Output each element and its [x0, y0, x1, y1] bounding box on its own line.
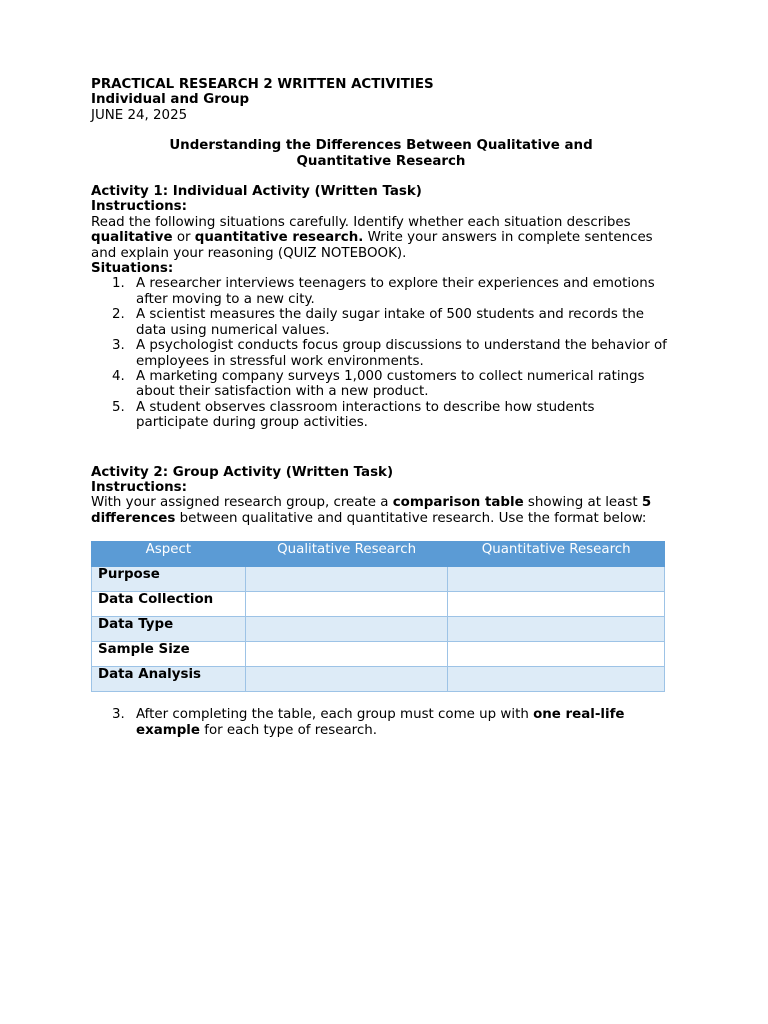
aspect-cell: Data Type [92, 617, 246, 642]
situation-text: A psychologist conducts focus group discussions to understand the behavior of employees in stressful work environments. [136, 338, 667, 369]
situations-list [91, 276, 671, 430]
header-aspect: Aspect [92, 542, 246, 567]
qualitative-cell [245, 567, 448, 592]
aspect-cell: Data Analysis [92, 667, 246, 692]
situation-item [91, 338, 671, 369]
quantitative-cell [448, 642, 665, 667]
document-page [91, 77, 671, 738]
aspect-cell: Data Collection [92, 592, 246, 617]
aspect-cell: Sample Size [92, 642, 246, 667]
instr-bold-5-differences: 5 differences [91, 495, 652, 526]
situation-text: A researcher interviews teenagers to explore their experiences and emotions after moving to a new city. [136, 276, 655, 307]
activity-2-heading: Activity 2: Group Activity (Written Task) [91, 464, 394, 480]
instr-bold-qualitative: qualitative [91, 230, 173, 246]
header-quantitative: Quantitative Research [448, 542, 665, 567]
final-text-part: for each type of research. [199, 722, 377, 738]
final-instruction-number: 3. [112, 707, 125, 723]
activity-1-instructions-label: Instructions: [91, 199, 188, 215]
instr-text-part: between qualitative and quantitative research. Use the format below: [175, 510, 647, 526]
quantitative-cell [448, 667, 665, 692]
situation-text: A student observes classroom interactions to describe how students participate during group activities. [136, 399, 595, 431]
instr-text-part: With your assigned research group, create a [91, 495, 393, 511]
qualitative-cell [245, 642, 448, 667]
situation-number: 5. [112, 399, 125, 415]
situation-item [91, 276, 671, 307]
activity-1-heading: Activity 1: Individual Activity (Written Task) [91, 184, 422, 200]
table-row [92, 567, 665, 592]
document-title [91, 138, 671, 169]
qualitative-cell [245, 592, 448, 617]
table-header-row [92, 542, 665, 567]
final-text-part: After completing the table, each group must come up with [136, 707, 534, 723]
document-date: JUNE 24, 2025 [91, 107, 188, 123]
document-header-subtitle: Individual and Group [91, 92, 250, 108]
instr-text-part: Read the following situations carefully. Identify whether each situation describes [91, 214, 631, 230]
document-header-title: PRACTICAL RESEARCH 2 WRITTEN ACTIVITIES [91, 77, 434, 92]
activity-1-instructions-text [91, 215, 671, 261]
table-row [92, 667, 665, 692]
quantitative-cell [448, 617, 665, 642]
activity-2-section [91, 465, 671, 738]
instr-bold-quantitative: quantitative research. [194, 230, 364, 246]
final-instruction-list [91, 707, 671, 738]
situation-text: A marketing company surveys 1,000 customers to collect numerical ratings about their satisfaction with a new product. [136, 368, 645, 400]
situation-item [91, 369, 671, 400]
final-bold-example: one real-life example [136, 707, 625, 738]
qualitative-cell [245, 617, 448, 642]
quantitative-cell [448, 592, 665, 617]
situation-text: A scientist measures the daily sugar intake of 500 students and records the data using numerical values. [136, 307, 645, 338]
table-row [92, 592, 665, 617]
aspect-cell: Purpose [92, 567, 246, 592]
situation-number: 3. [112, 338, 125, 354]
instr-text-part: showing at least [523, 495, 642, 511]
situation-item [91, 400, 671, 431]
situations-label: Situations: [91, 261, 174, 277]
instr-bold-comparison-table: comparison table [392, 495, 524, 511]
document-title-line1: Understanding the Differences Between Qualitative and [169, 138, 593, 154]
instr-text-part: or [172, 230, 195, 246]
activity-2-instructions-label: Instructions: [91, 479, 188, 495]
final-instruction-item [91, 707, 671, 738]
qualitative-cell [245, 667, 448, 692]
situation-number: 2. [112, 307, 125, 323]
table-row [92, 617, 665, 642]
comparison-table [91, 541, 665, 692]
situation-item [91, 307, 671, 338]
header-qualitative: Qualitative Research [245, 542, 448, 567]
activity-1-section [91, 184, 671, 431]
situation-number: 1. [112, 276, 125, 292]
quantitative-cell [448, 567, 665, 592]
table-row [92, 642, 665, 667]
document-title-line2: Quantitative Research [296, 153, 466, 169]
situation-number: 4. [112, 368, 125, 384]
instr-text-part: Write your answers in complete sentences and explain your reasoning (QUIZ NOTEBOOK). [91, 230, 653, 261]
activity-2-instructions-text [91, 495, 671, 526]
